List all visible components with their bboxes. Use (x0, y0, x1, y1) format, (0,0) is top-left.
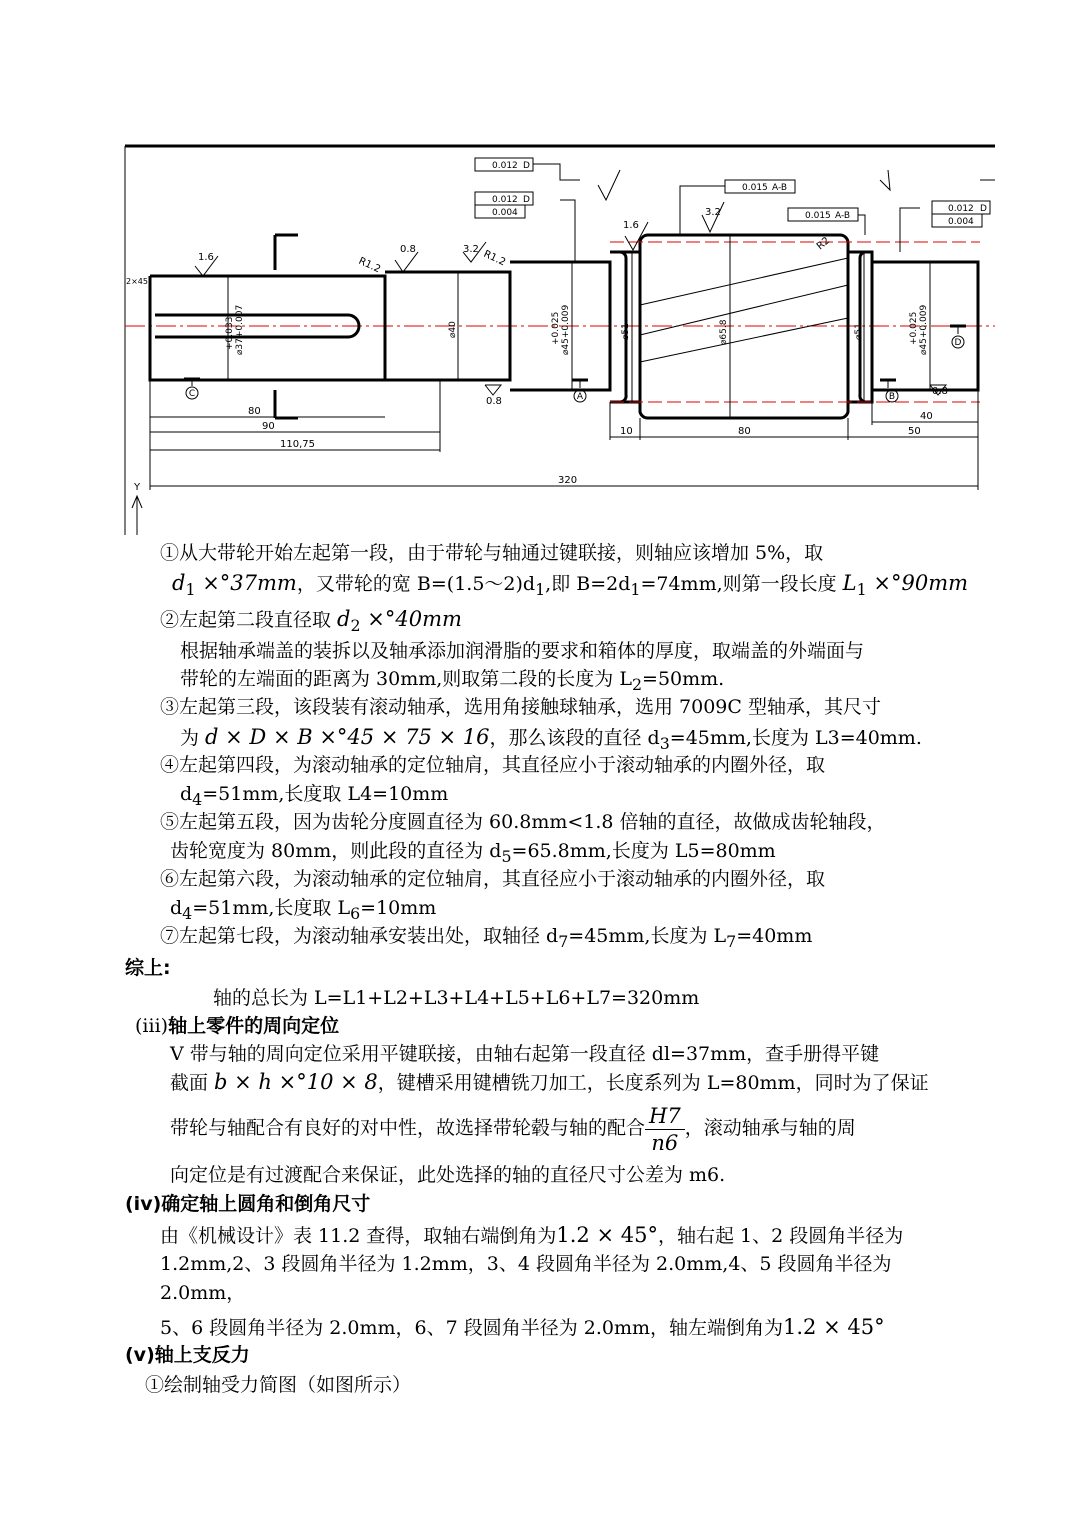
dia-label-4: ⌀51 (621, 323, 631, 340)
text-l7d: ，那么该段的直径 d (489, 727, 660, 749)
text-l11c: =65.8mm,长度为 L5=80mm (511, 840, 776, 862)
sub-4: 1 (856, 579, 867, 599)
dia-label-5: ⌀65.8 (719, 319, 729, 345)
val-chamfer-left: 1.2 × 45° (783, 1315, 885, 1339)
dia-label-6: ⌀51 (854, 323, 864, 340)
fillet-label-2: R1.2 (481, 248, 508, 269)
fit-numerator: H7 (645, 1103, 685, 1130)
sub-12: 7 (558, 931, 569, 951)
heading-circ-num: (iii) (135, 1015, 169, 1037)
fillet-label-1: R1.2 (356, 255, 383, 276)
text-l13c: =51mm,长度取 L (192, 897, 351, 919)
len-label-10: 10 (620, 426, 633, 437)
var-d2: d (337, 607, 351, 631)
text-l23a: 5、6 段圆角半径为 2.0mm，6、7 段圆角半径为 2.0mm，轴左端倒角为 (160, 1317, 784, 1339)
tol-right-value-1: 0.012 (948, 204, 974, 214)
dia-label-1: ⌀37+0.007 (235, 304, 245, 355)
var-d1: d (172, 571, 186, 595)
text-l20c: ，轴右起 1、2 段圆角半径为 (657, 1225, 904, 1247)
para-key-2 (0, 1069, 1087, 1096)
text-l5c: =50mm. (642, 668, 725, 690)
text-l18a: 带轮与轴配合有良好的对中性，故选择带轮毂与轴的配合 (170, 1117, 646, 1139)
text-l17a: 截面 (170, 1072, 215, 1094)
para-segment-7 (0, 923, 1087, 955)
text-l13e: =10mm (360, 897, 437, 919)
para-key-4: 向定位是有过渡配合来保证，此处选择的轴的直径尺寸公差为 m6. (170, 1164, 726, 1186)
para-segment-4: ④左起第四段，为滚动轴承的定位轴肩，其直径应小于滚动轴承的内圈外径，取 (160, 754, 826, 776)
rough-label-7: 0.8 (932, 386, 948, 397)
val-90: ×°90mm (866, 571, 969, 595)
para-line-4: 根据轴承端盖的装拆以及轴承添加润滑脂的要求和箱体的厚度，取端盖的外端面与 (180, 640, 865, 662)
heading-summary: 综上: (125, 957, 171, 979)
val-37: ×°37mm (195, 571, 297, 595)
len-label-90: 90 (262, 421, 275, 432)
fit-fraction (645, 1103, 685, 1156)
axis-y-label: Y (134, 482, 141, 493)
datum-a-label: A (576, 392, 584, 402)
tol-ab-value-1: 0.015 (742, 183, 768, 193)
val-chamfer-right: 1.2 × 45° (556, 1223, 658, 1247)
tol-ab-datum-1: A-B (772, 183, 788, 193)
dia-label-7-tol: +0.025 (909, 311, 919, 345)
val-key: ×°10 × 8 (271, 1070, 378, 1094)
rough-label-6: 0.8 (486, 396, 502, 407)
tol-ab-datum-2: A-B (835, 211, 851, 221)
sub-10: 4 (182, 903, 193, 923)
rough-label-2: 0.8 (400, 244, 416, 255)
len-label-80: 80 (248, 406, 261, 417)
datum-c-label: C (188, 389, 196, 399)
text-l9c: =51mm,长度取 L4=10mm (202, 783, 449, 805)
sub-2: 1 (535, 579, 546, 599)
len-label-40: 40 (920, 411, 933, 422)
para-fillet-3: 2.0mm， (160, 1282, 246, 1304)
len-label-320: 320 (558, 475, 578, 486)
rough-label-4: 1.6 (623, 220, 639, 231)
dimension-lines (150, 164, 995, 490)
para-segment-6: ⑥左起第六段，为滚动轴承的定位轴肩，其直径应小于滚动轴承的内圈外径，取 (160, 868, 826, 890)
para-reaction-1: ①绘制轴受力简图（如图所示） (145, 1374, 412, 1396)
datum-b-label: B (888, 392, 896, 402)
sub-1: 1 (185, 579, 196, 599)
text-l13a: d (170, 897, 183, 919)
tol-right-datum: D (980, 204, 987, 214)
sub-9: 5 (501, 846, 512, 866)
para-segment-2 (0, 606, 1087, 639)
text-l14e: =40mm (736, 925, 813, 947)
text-l18b: ，滚动轴承与轴的周 (684, 1117, 856, 1139)
heading-reaction: (v)轴上支反力 (125, 1344, 250, 1366)
tol-top-value: 0.012 (492, 161, 518, 171)
val-40: ×°40mm (360, 607, 462, 631)
rough-label-1: 1.6 (198, 252, 214, 263)
tol-top-datum: D (523, 161, 530, 171)
text-l17d: ，键槽采用键槽铣刀加工，长度系列为 L=80mm，同时为了保证 (377, 1072, 929, 1094)
datum-d-label: D (954, 338, 962, 348)
val-bearing: ×°45 × 75 × 16 (312, 725, 490, 749)
len-label-110: 110,75 (280, 439, 315, 450)
roughness-symbols (195, 170, 946, 395)
text-width: ，又带轮的宽 B=(1.5～2)d (296, 573, 536, 595)
heading-fillet: (iv)确定轴上圆角和倒角尺寸 (125, 1193, 371, 1215)
text-l14a: ⑦左起第七段，为滚动轴承安装出处，取轴径 d (160, 925, 559, 947)
para-fillet-4 (0, 1314, 1087, 1341)
sub-7: 3 (659, 733, 670, 753)
text-length: =74mm,则第一段长度 (640, 573, 843, 595)
shaft-drawing (120, 140, 1000, 540)
axis-y-arrow (132, 496, 142, 535)
sub-11: 6 (350, 903, 361, 923)
rough-label-5: 3.2 (705, 207, 721, 218)
chamfer-label: 2×45° (126, 277, 152, 286)
dia-label-2: ⌀40 (448, 321, 458, 338)
sub-8: 4 (192, 789, 203, 809)
para-segment-1-formula (0, 570, 1087, 603)
text-l5a: 带轮的左端面的距离为 30mm,则取第二段的长度为 L (180, 668, 632, 690)
para-segment-3: ③左起第三段，该段装有滚动轴承，选用角接触球轴承，选用 7009C 型轴承，其尺寸 (160, 696, 881, 718)
heading-circumferential (0, 1013, 1087, 1039)
tol-mid-value-1: 0.012 (492, 195, 518, 205)
tol-mid-value-2: 0.004 (492, 208, 518, 218)
gear-helix-lines (640, 258, 848, 362)
fillet-label-3: R2 (814, 235, 833, 253)
var-dDB: d × D × B (205, 725, 313, 749)
len-label-gear: 80 (738, 426, 751, 437)
len-label-50: 50 (908, 426, 921, 437)
dia-label-1-tol: +0.033 (225, 316, 235, 350)
sub-3: 1 (630, 579, 641, 599)
tolerance-frames (475, 158, 990, 227)
dia-label-3: ⌀45+0.009 (561, 304, 571, 355)
tol-ab-value-2: 0.015 (805, 211, 831, 221)
var-bh: b × h (214, 1070, 272, 1094)
rough-label-3: 3.2 (463, 244, 479, 255)
heading-circ-text: 轴上零件的周向定位 (168, 1015, 340, 1037)
para-key-1: V 带与轴的周向定位采用平键联接，由轴右起第一段直径 dl=37mm，查手册得平键 (170, 1043, 880, 1065)
text-b: ,即 B=2d (545, 573, 631, 595)
text-l9a: d (180, 783, 193, 805)
para-fillet-2: 1.2mm,2、3 段圆角半径为 1.2mm，3、4 段圆角半径为 2.0mm,4、5 段圆角半径为 (160, 1253, 892, 1275)
sub-5: 2 (350, 615, 361, 635)
tol-mid-datum: D (523, 195, 530, 205)
para-total-length: 轴的总长为 L=L1+L2+L3+L4+L5+L6+L7=320mm (213, 987, 700, 1009)
text-l7a: 为 (180, 727, 206, 749)
tol-right-value-2: 0.004 (948, 217, 974, 227)
sub-6: 2 (631, 674, 643, 694)
var-l1: L (842, 571, 857, 595)
sub-13: 7 (726, 931, 737, 951)
text-l14c: =45mm,长度为 L (568, 925, 727, 947)
para-key-3 (0, 1100, 1087, 1156)
para-segment-5: ⑤左起第五段，因为齿轮分度圆直径为 60.8mm<1.8 倍轴的直径，故做成齿轮轴段， (160, 811, 886, 833)
fit-denominator: n6 (651, 1130, 679, 1155)
text-l11a: 齿轮宽度为 80mm，则此段的直径为 d (170, 840, 502, 862)
text-l20a: 由《机械设计》表 11.2 查得，取轴右端倒角为 (160, 1225, 557, 1247)
text-seg2: ②左起第二段直径取 (160, 609, 338, 631)
dia-label-3-tol: +0.025 (551, 311, 561, 345)
text-l7f: =45mm,长度为 L3=40mm. (669, 727, 922, 749)
para-fillet-1 (0, 1222, 1087, 1249)
dia-label-7: ⌀45+0.009 (919, 304, 929, 355)
para-segment-1: ①从大带轮开始左起第一段，由于带轮与轴通过键联接，则轴应该增加 5%，取 (160, 542, 824, 564)
